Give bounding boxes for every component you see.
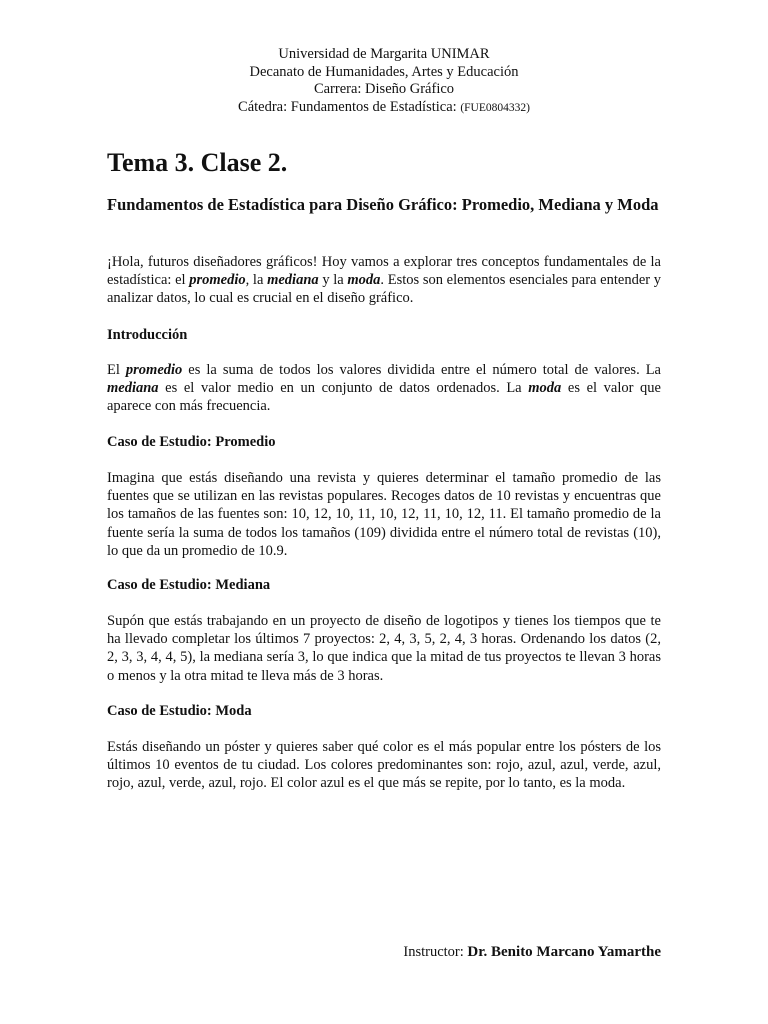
header-course-code: (FUE0804332) — [460, 101, 530, 114]
instructor-signature — [403, 943, 661, 961]
introduccion-paragraph — [107, 361, 661, 416]
intro-term-mediana: mediana — [267, 272, 319, 289]
document-page — [107, 0, 661, 1024]
intro-paragraph — [107, 253, 661, 308]
intro-text-4: . Estos son elementos esenciales para entender y analizar datos, lo cual es crucial en el diseño gráfico. — [107, 272, 662, 307]
section-heading-introduccion: Introducción — [107, 327, 188, 343]
header-course — [107, 99, 661, 118]
intro-text-1: ¡Hola, futuros diseñadores gráficos! Hoy vamos a explorar tres conceptos fundamentales de la estadística: el — [107, 254, 661, 289]
document-subtitle: Fundamentos de Estadística para Diseño Gráfico: Promedio, Mediana y Moda — [107, 195, 659, 214]
section-heading-promedio: Caso de Estudio: Promedio — [107, 434, 276, 450]
promedio-paragraph: Imagina que estás diseñando una revista y quieres determinar el tamaño promedio de las fuentes que se utilizan en las revistas populares. Recoges datos de 10 revistas y encuentras que los tamaños de las fuentes son: 10, 12, 10, 11, 10, 12, 11, 10, 12, 11. El tamaño promedio de la fuente sería la suma de todos los tamaños (109) dividida entre el número total de revistas (10), lo que da un promedio de 10.9. — [107, 470, 661, 559]
section-heading-moda: Caso de Estudio: Moda — [107, 703, 252, 719]
header-career: Carrera: Diseño Gráfico — [313, 81, 455, 97]
page-title: Tema 3. Clase 2. — [107, 148, 288, 177]
instructor-name: Dr. Benito Marcano Yamarthe — [467, 944, 661, 960]
mediana-paragraph: Supón que estás trabajando en un proyecto de diseño de logotipos y tienes los tiempos que te ha llevado completar los últimos 7 proyectos: 2, 4, 3, 5, 2, 4, 3 horas. Ordenando los datos (2, 2, 3, 3, 4, 4, 5), la mediana sería 3, lo que indica que la mitad de tus proyectos te llevan 3 horas o menos y la otra mitad te lleva más de 3 horas. — [107, 613, 661, 684]
introduccion-text-2: es la suma de todos los valores dividida entre el número total de valores. La — [182, 362, 661, 378]
introduccion-text-4: es el valor que aparece con más frecuencia. — [107, 380, 661, 415]
intro-term-moda: moda — [347, 272, 381, 289]
header-university: Universidad de Margarita UNIMAR — [278, 46, 490, 62]
introduccion-text-3: es el valor medio en un conjunto de datos ordenados. La — [158, 380, 529, 397]
instructor-label: Instructor: — [403, 944, 468, 960]
introduccion-text-1: El — [107, 362, 126, 378]
moda-paragraph: Estás diseñando un póster y quieres saber qué color es el más popular entre los pósters de los últimos 10 eventos de tu ciudad. Los colores predominantes son: rojo, azul, azul, verde, azul, rojo, azul, verde, azul, rojo. El color azul es el que más se repite, por lo tanto, es la moda. — [107, 739, 661, 792]
header-course-text: Cátedra: Fundamentos de Estadística: — [238, 98, 461, 115]
intro-text-2: , la — [245, 272, 268, 289]
introduccion-term-moda: moda — [528, 380, 562, 397]
intro-text-3: y la — [318, 272, 348, 289]
intro-term-promedio: promedio — [189, 272, 246, 289]
section-heading-mediana: Caso de Estudio: Mediana — [107, 577, 271, 593]
header-faculty: Decanato de Humanidades, Artes y Educación — [249, 63, 519, 80]
introduccion-term-mediana: mediana — [107, 380, 159, 397]
introduccion-term-promedio: promedio — [125, 362, 183, 378]
document-header — [107, 46, 661, 117]
